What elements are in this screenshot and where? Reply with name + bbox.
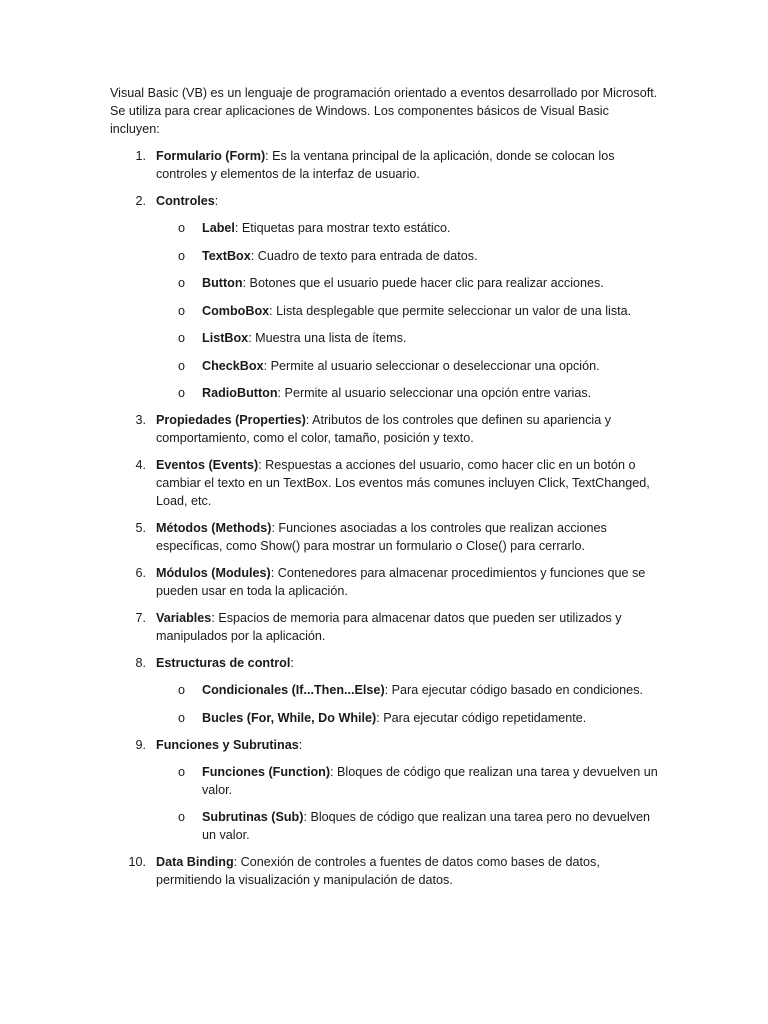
list-item-term: Métodos (Methods): [156, 521, 272, 535]
bullet-icon: o: [178, 248, 186, 263]
bullet-icon: o: [178, 810, 186, 824]
sub-item-description: : Bloques de código que realizan una tarea pero no devuelven un valor.: [202, 810, 651, 842]
list-item-term: Formulario (Form): [156, 149, 266, 163]
list-item-term: Funciones y Subrutinas: [156, 737, 299, 752]
list-item-term: Variables: [156, 611, 212, 625]
sub-item-description: : Etiquetas para mostrar texto estático.: [234, 221, 451, 235]
list-number: 3.: [135, 413, 146, 427]
sub-list-item: [156, 302, 660, 320]
sub-list-item: [156, 709, 660, 727]
list-item-description: : Contenedores para almacenar procedimientos y funciones que se pueden usar en toda la aplicación.: [156, 566, 646, 598]
sub-item-term: ListBox: [202, 331, 249, 345]
sub-item-term: Label: [202, 221, 235, 235]
list-item-description: : Respuestas a acciones del usuario, como hacer clic en un botón o cambiar el texto en un TextBox. Los eventos más comunes incluyen Click, TextChanged, Load, etc.: [156, 458, 650, 508]
sub-list-item: [156, 357, 660, 375]
list-item: [110, 456, 660, 510]
list-item: [110, 736, 660, 845]
list-number: 7.: [135, 611, 146, 625]
sub-item-term: TextBox: [202, 248, 251, 263]
list-number: 5.: [135, 521, 146, 535]
sub-item-term: RadioButton: [202, 386, 278, 400]
list-number: 1.: [135, 149, 146, 163]
sub-list-item: [156, 247, 660, 265]
list-number: 10.: [128, 855, 146, 869]
sub-item-description: : Permite al usuario seleccionar o deseleccionar una opción.: [263, 358, 600, 373]
components-list: [110, 147, 660, 889]
intro-paragraph: Visual Basic (VB) es un lenguaje de programación orientado a eventos desarrollado por Microsoft. Se utiliza para crear aplicaciones de Windows. Los componentes básicos de Visual Basic incluyen:: [110, 86, 658, 136]
list-item-description: : Es la ventana principal de la aplicación, donde se colocan los controles y elementos de la interfaz de usuario.: [156, 149, 615, 181]
list-number: 8.: [135, 656, 146, 670]
sub-item-description: : Permite al usuario seleccionar una opción entre varias.: [277, 386, 592, 400]
list-item-description: : Espacios de memoria para almacenar datos que pueden ser utilizados y manipulados por la aplicación.: [156, 611, 622, 643]
list-number: 9.: [135, 737, 146, 752]
sub-list-item: [156, 681, 660, 699]
bullet-icon: o: [178, 276, 186, 290]
sub-list: [156, 219, 660, 402]
list-item: [110, 853, 660, 889]
list-item-description: :: [214, 194, 219, 208]
sub-item-description: : Lista desplegable que permite seleccionar un valor de una lista.: [269, 303, 632, 318]
sub-list-item: [156, 384, 660, 402]
sub-item-term: CheckBox: [202, 358, 264, 373]
list-item-term: Propiedades (Properties): [156, 413, 306, 427]
sub-list-item: [156, 808, 660, 844]
list-item: [110, 519, 660, 555]
bullet-icon: o: [178, 221, 186, 235]
list-item-description: :: [290, 656, 294, 670]
sub-list-item: [156, 763, 660, 799]
list-item-term: Controles: [156, 194, 215, 208]
bullet-icon: o: [178, 683, 186, 697]
bullet-icon: o: [178, 764, 186, 779]
bullet-icon: o: [178, 710, 186, 725]
sub-item-description: : Bloques de código que realizan una tarea y devuelven un valor.: [202, 764, 658, 797]
sub-item-term: Bucles (For, While, Do While): [202, 710, 377, 725]
sub-list-item: [156, 329, 660, 347]
sub-item-term: ComboBox: [202, 303, 270, 318]
list-number: 4.: [135, 458, 146, 472]
bullet-icon: o: [178, 303, 186, 318]
list-item-term: Eventos (Events): [156, 458, 259, 472]
sub-item-term: Button: [202, 276, 243, 290]
sub-item-term: Subrutinas (Sub): [202, 810, 304, 824]
document-page: [110, 84, 660, 898]
list-item-term: Data Binding: [156, 855, 234, 869]
list-item-description: :: [298, 737, 303, 752]
list-item: [110, 411, 660, 447]
list-number: 6.: [135, 566, 146, 580]
sub-item-description: : Cuadro de texto para entrada de datos.: [250, 248, 478, 263]
list-item: [110, 147, 660, 183]
bullet-icon: o: [178, 386, 186, 400]
list-item: [110, 609, 660, 645]
list-item: [110, 654, 660, 727]
sub-item-term: Funciones (Function): [202, 764, 331, 779]
sub-item-description: : Para ejecutar código basado en condiciones.: [384, 683, 643, 697]
list-item-description: : Atributos de los controles que definen su apariencia y comportamiento, como el color, tamaño, posición y texto.: [156, 413, 612, 445]
sub-list: [156, 763, 660, 845]
sub-item-term: Condicionales (If...Then...Else): [202, 683, 385, 697]
list-number: 2.: [135, 194, 146, 208]
list-item-description: : Conexión de controles a fuentes de datos como bases de datos, permitiendo la visualización y manipulación de datos.: [156, 855, 600, 887]
sub-list-item: [156, 219, 660, 237]
sub-item-description: : Muestra una lista de ítems.: [248, 331, 407, 345]
sub-list-item: [156, 274, 660, 292]
list-item: [110, 564, 660, 600]
sub-list: [156, 681, 660, 727]
sub-item-description: : Para ejecutar código repetidamente.: [376, 710, 587, 725]
bullet-icon: o: [178, 358, 186, 373]
list-item: [110, 192, 660, 402]
bullet-icon: o: [178, 331, 186, 345]
sub-item-description: : Botones que el usuario puede hacer clic para realizar acciones.: [242, 276, 604, 290]
list-item-term: Módulos (Modules): [156, 566, 271, 580]
list-item-description: : Funciones asociadas a los controles que realizan acciones específicas, como Show() para mostrar un formulario o Close() para cerrarlo.: [156, 521, 607, 553]
list-item-term: Estructuras de control: [156, 656, 291, 670]
